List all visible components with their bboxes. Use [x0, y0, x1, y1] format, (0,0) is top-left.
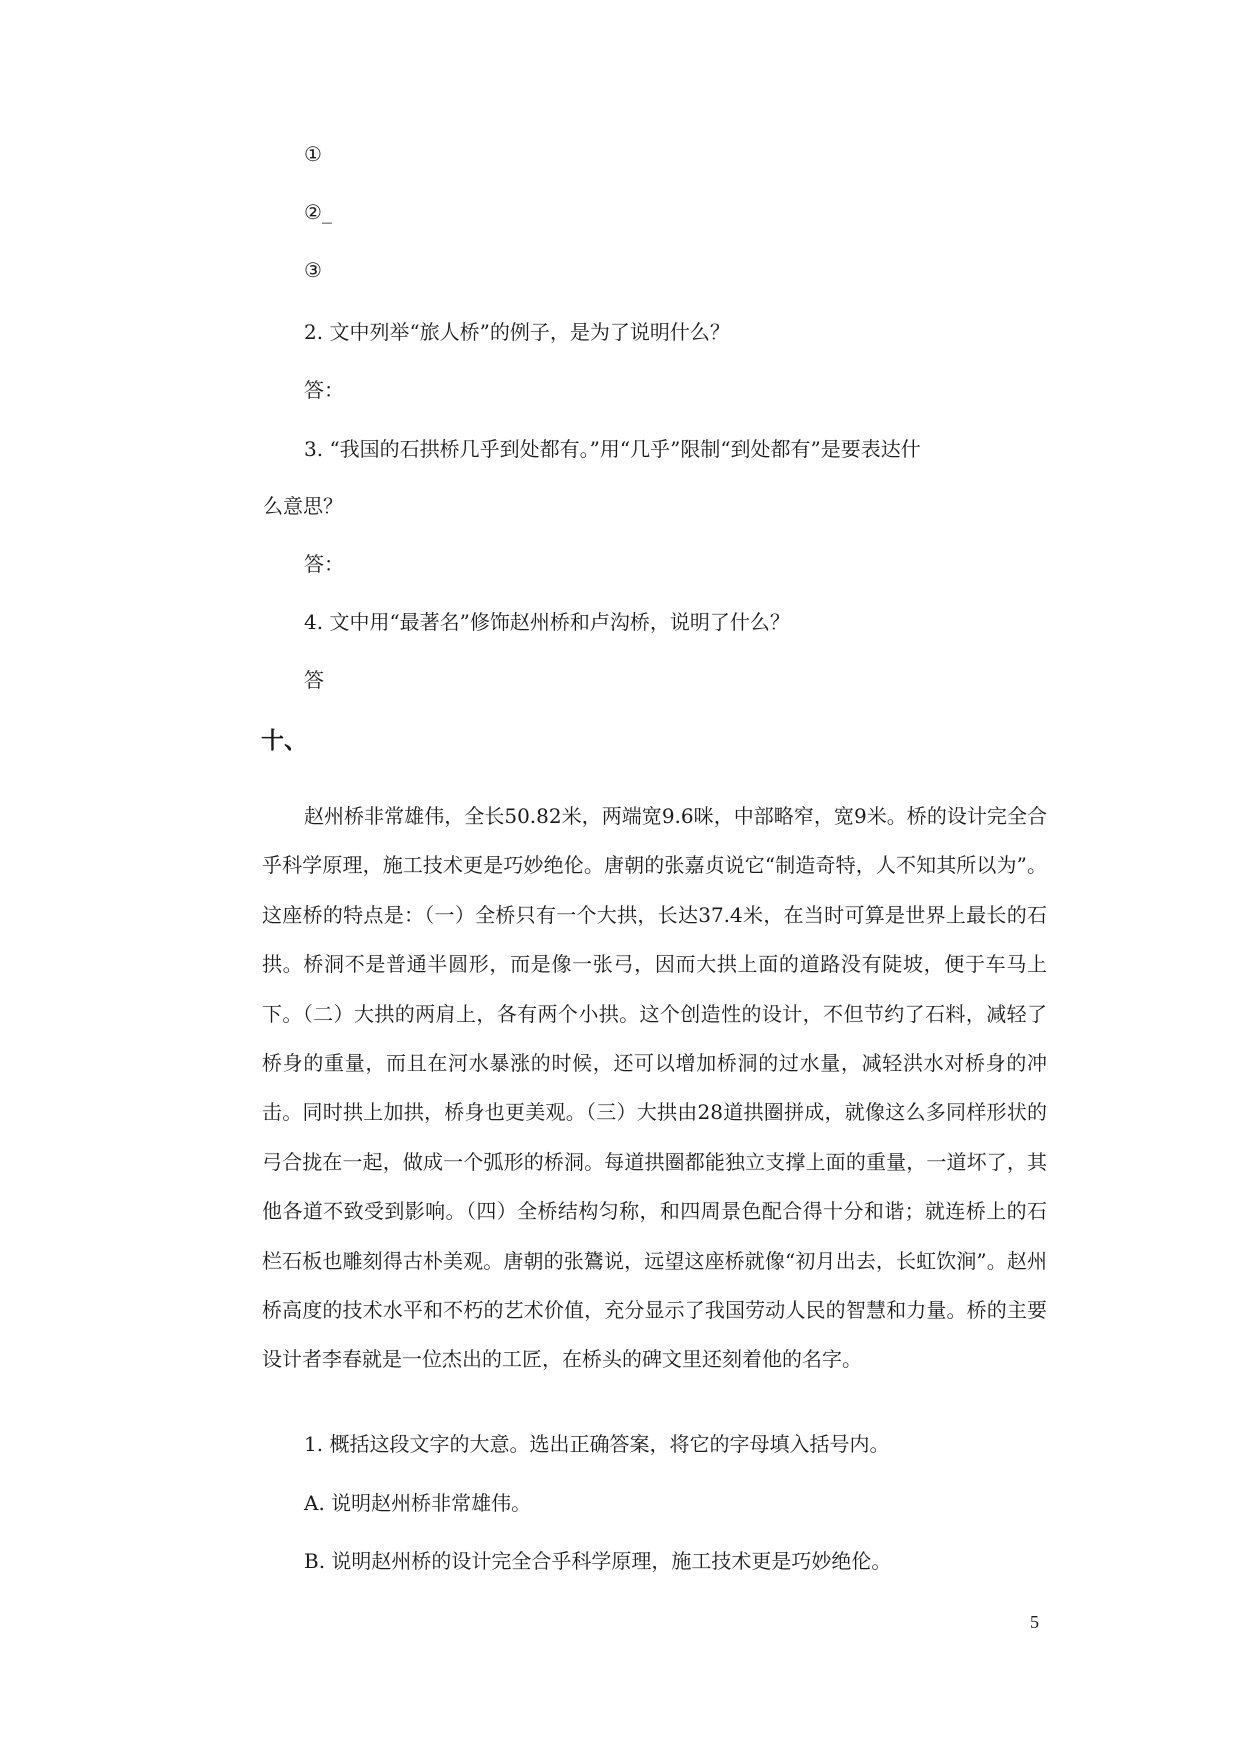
- option-b: B. 说明赵州桥的设计完全合乎科学原理，施工技术更是巧妙绝伦。: [304, 1549, 892, 1573]
- question-4: 4. 文中用“最著名”修饰赵州桥和卢沟桥，说明了什么？: [304, 610, 790, 634]
- page-number: 5: [1030, 1612, 1039, 1632]
- answer-label-3: 答：: [304, 552, 344, 576]
- option-a: A. 说明赵州桥非常雄伟。: [304, 1491, 532, 1515]
- question-1: 1. 概括这段文字的大意。选出正确答案，将它的字母填入括号内。: [304, 1432, 890, 1456]
- answer-label-4: 答: [304, 668, 324, 692]
- passage-paragraph: 赵州桥非常雄伟，全长50.82米，两端宽9.6咪，中部略窄，宽9米。桥的设计完全合乎科学原理，施工技术更是巧妙绝伦。唐朝的张嘉贞说它“制造奇特，人不知其所以为”。这座桥的特点是：（一）全桥只有一个大拱，长达37.4米，在当时可算是世界上最长的石拱。桥洞不是普通半圆形，而是像一张弓，因而大拱上面的道路没有陡坡，便于车马上下。（二）大拱的两肩上，各有两个小拱。这个创造性的设计，不但节约了石料，减轻了桥身的重量，而且在河水暴涨的时候，还可以增加桥洞的过水量，减轻洪水对桥身的冲击。同时拱上加拱，桥身也更美观。（三）大拱由28道拱圈拼成，就像这么多同样形状的弓合拢在一起，做成一个弧形的桥洞。每道拱圈都能独立支撑上面的重量，一道坏了，其他各道不致受到影响。（四）全桥结构匀称，和四周景色配合得十分和谐；就连桥上的石栏石板也雕刻得古朴美观。唐朝的张鷟说，远望这座桥就像“初月出去，长虹饮涧”。赵州桥高度的技术水平和不朽的艺术价值，充分显示了我国劳动人民的智慧和力量。桥的主要设计者李春就是一位杰出的工匠，在桥头的碑文里还刻着他的名字。: [262, 804, 1047, 1372]
- answer-blank-1: ①: [304, 142, 322, 166]
- question-3-line-1: 3. “我国的石拱桥几乎到处都有。”用“几乎”限制“到处都有”是要表达什: [304, 437, 921, 461]
- answer-blank-3: ③: [304, 258, 322, 282]
- answer-blank-2: ②_: [304, 200, 332, 224]
- question-3-line-2: 么意思？: [263, 494, 343, 518]
- answer-label-2: 答：: [304, 378, 344, 402]
- question-2: 2. 文中列举“旅人桥”的例子，是为了说明什么？: [304, 320, 730, 344]
- section-heading: 十、: [261, 727, 307, 754]
